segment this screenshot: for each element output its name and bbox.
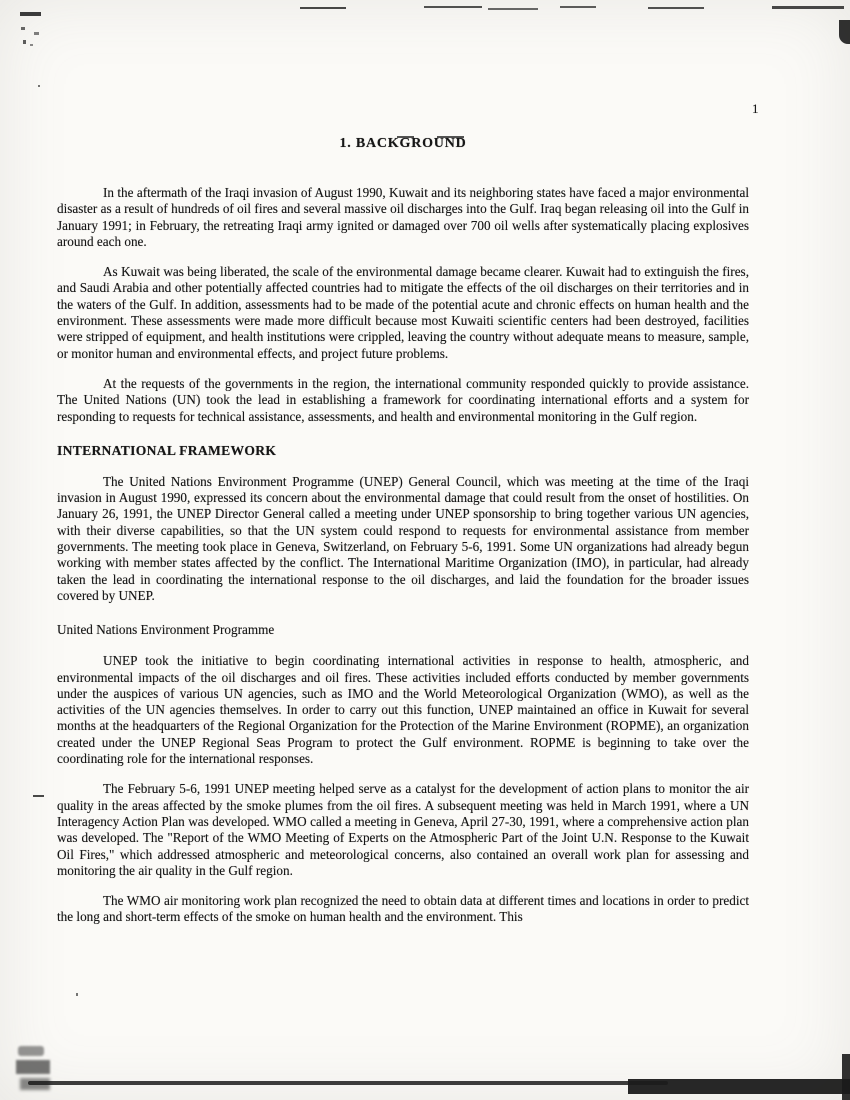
section-heading-international-framework: INTERNATIONAL FRAMEWORK [57,442,277,458]
paragraph-intro-3: At the requests of the governments in the region, the international community responded quickly to provide assistance. The United Nations (UN) took the lead in establishing a framework for coordinating international efforts and a system for responding to requests for technical assistance, assessments, and health and environmental monitoring in the Gulf region. [57,375,749,424]
scan-artifact [21,27,25,30]
paragraph-unep-2: The February 5-6, 1991 UNEP meeting helped serve as a catalyst for the development of action plans to monitor the air quality in the areas affected by the smoke plumes from the oil fires. A subsequent meeting was held in March 1991, where a UN Interagency Action Plan was developed. WMO called a meeting in Geneva, April 27-30, 1991, where a comprehensive action plan was developed. The "Report of the WMO Meeting of Experts on the Atmospheric Part of the Joint U.N. Response to the Kuwait Oil Fires," which addressed atmospheric and meteorological concerns, also contained an overall work plan for assessing and monitoring the air quality in the Gulf region. [57,781,749,878]
scan-artifact [18,1046,44,1056]
scan-artifact [839,20,850,44]
scan-artifact [30,44,33,46]
scan-artifact [33,795,44,797]
scan-artifact [648,7,704,9]
scan-artifact [34,32,39,35]
paragraph-unep-3: The WMO air monitoring work plan recognized the need to obtain data at different times and locations in order to predict the long and short-term effects of the smoke on human health and the environment. This [57,893,749,925]
scan-artifact [23,40,26,44]
document-content [57,136,749,940]
scan-artifact [20,12,41,16]
document-title: 1. BACKGROUND [339,136,467,151]
paragraph-unep-1: UNEP took the initiative to begin coordinating international activities in response to health, atmospheric, and environmental impacts of the oil discharges and oil fires. These activities included efforts conducted by member governments under the auspices of various UN agencies, such as IMO and the World Meteorological Organization (WMO), as well as the activities of the UN agencies themselves. In order to carry out this function, UNEP maintained an office in Kuwait for several months at the headquarters of the Regional Organization for the Protection of the Marine Environment (ROPME), an organization created under the UNEP Regional Seas Program to protect the Gulf environment. ROPME is beginning to take over the coordinating role for the international responses. [57,653,749,767]
paragraph-intro-1: In the aftermath of the Iraqi invasion of August 1990, Kuwait and its neighboring states have faced a major environmental disaster as a result of hundreds of oil fires and several massive oil discharges into the Gulf. Iraq began releasing oil into the Gulf in January 1991; in February, the retreating Iraqi army ignited or damaged over 700 oil wells after systematically placing explosives around each one. [57,185,749,249]
scan-artifact [16,1060,50,1074]
scan-artifact [842,1054,850,1100]
scan-artifact [560,6,596,8]
subsection-heading-unep: United Nations Environment Programme [57,622,275,638]
paragraph-framework-1: The United Nations Environment Programme (UNEP) General Council, which was meeting at the time of the Iraqi invasion in August 1990, expressed its concern about the environmental damage that could result from the onset of hostilities. On January 26, 1991, the UNEP Director General called a meeting under UNEP sponsorship to bring together various UN agencies, with their diverse capabilities, so that the UN system could respond to requests for environmental assistance from member governments. The meeting took place in Geneva, Switzerland, on February 5-6, 1991. Some UN organizations had already begun working with member states affected by the conflict. The International Maritime Organization (IMO), in particular, had already taken the lead in coordinating the international response to the oil discharges, and laid the foundation for the broader issues covered by UNEP. [57,473,749,603]
page-number: 1 [752,101,759,116]
scan-artifact [488,8,538,10]
scan-artifact [424,6,482,8]
paragraph-intro-2: As Kuwait was being liberated, the scale of the environmental damage became clearer. Kuwait had to extinguish the fires, and Saudi Arabia and other potentially affected countries had to mitigate the effects of the oil discharges on their territories and in the waters of the Gulf. In addition, assessments had to be made of the potential acute and chronic effects on human health and the environment. These assessments were made more difficult because most Kuwaiti scientific centers had been destroyed, facilities were stripped of equipment, and health institutions were crippled, leaving the country without adequate means to measure, sample, or monitor human and environmental effects, and project future problems. [57,264,749,361]
scan-artifact [772,6,844,9]
scan-artifact [38,85,40,87]
scan-artifact [76,993,78,996]
scan-artifact [300,7,346,9]
scan-artifact [628,1079,850,1094]
scan-artifact [28,1081,668,1085]
